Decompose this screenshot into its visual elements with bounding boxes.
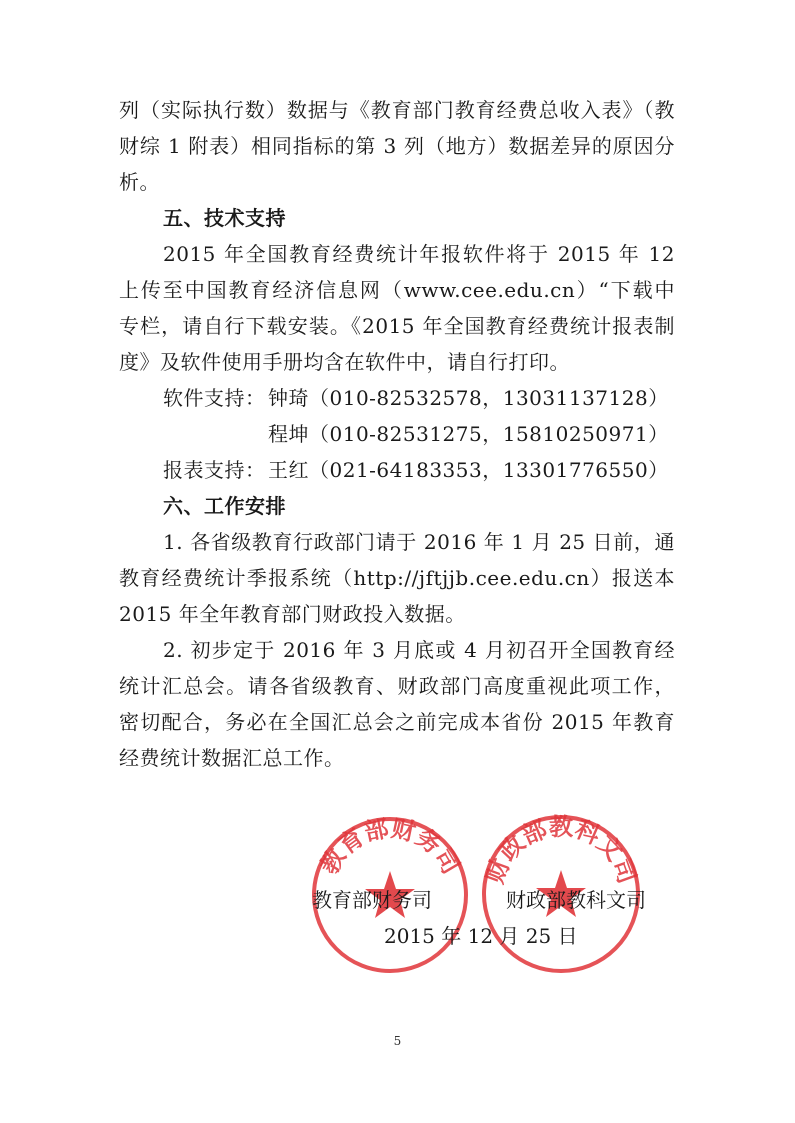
p4-line-1: 2. 初步定于 2016 年 3 月底或 4 月初召开全国教育经 [163,638,675,662]
report-support-contact: 王红（021-64183353，13301776550） [268,458,669,482]
p2-line-1: 2015 年全国教育经费统计年报软件将于 2015 年 12 [163,242,675,266]
p3-line-2: 教育经费统计季报系统（http://jftjjb.cee.edu.cn）报送本 [119,566,675,590]
p1-line-3: 析。 [119,170,160,194]
page-number: 5 [393,1034,402,1048]
p3-line-1: 1. 各省级教育行政部门请于 2016 年 1 月 25 日前，通 [163,530,675,554]
p4-line-2: 统计汇总会。请各省级教育、财政部门高度重视此项工作， [119,674,675,698]
p1-line-2: 财综 1 附表）相同指标的第 3 列（地方）数据差异的原因分 [119,134,675,158]
signature-org-2: 财政部教科文司 [506,888,646,912]
signature-org-1: 教育部财务司 [312,888,432,912]
report-support-label: 报表支持： [163,458,266,482]
svg-text:教育部财务司 [315,814,465,879]
p1-line-1: 列（实际执行数）数据与《教育部门教育经费总收入表》（教 [119,98,675,122]
p4-line-4: 经费统计数据汇总工作。 [119,746,345,770]
p2-line-2: 上传至中国教育经济信息网（www.cee.edu.cn）“下载中 [119,278,675,302]
p4-line-3: 密切配合，务必在全国汇总会之前完成本省份 2015 年教育 [119,710,675,734]
p2-line-3: 专栏，请自行下载安装。《2015 年全国教育经费统计报表制 [119,314,675,338]
software-support-label: 软件支持： [163,386,266,410]
heading-technical-support: 五、技术支持 [163,206,286,230]
seal2-text: 财政部教科文司 [480,813,642,888]
seal1-text: 教育部财务司 [315,814,465,879]
signature-date: 2015 年 12 月 25 日 [384,924,578,948]
p3-line-3: 2015 年全年教育部门财政投入数据。 [119,602,466,626]
software-support-contact-2: 程坤（010-82531275，15810250971） [268,422,669,446]
p2-line-4: 度》及软件使用手册均含在软件中，请自行打印。 [119,350,570,374]
software-support-contact-1: 钟琦（010-82532578，13031137128） [268,386,669,410]
heading-work-arrangement: 六、工作安排 [163,494,286,518]
